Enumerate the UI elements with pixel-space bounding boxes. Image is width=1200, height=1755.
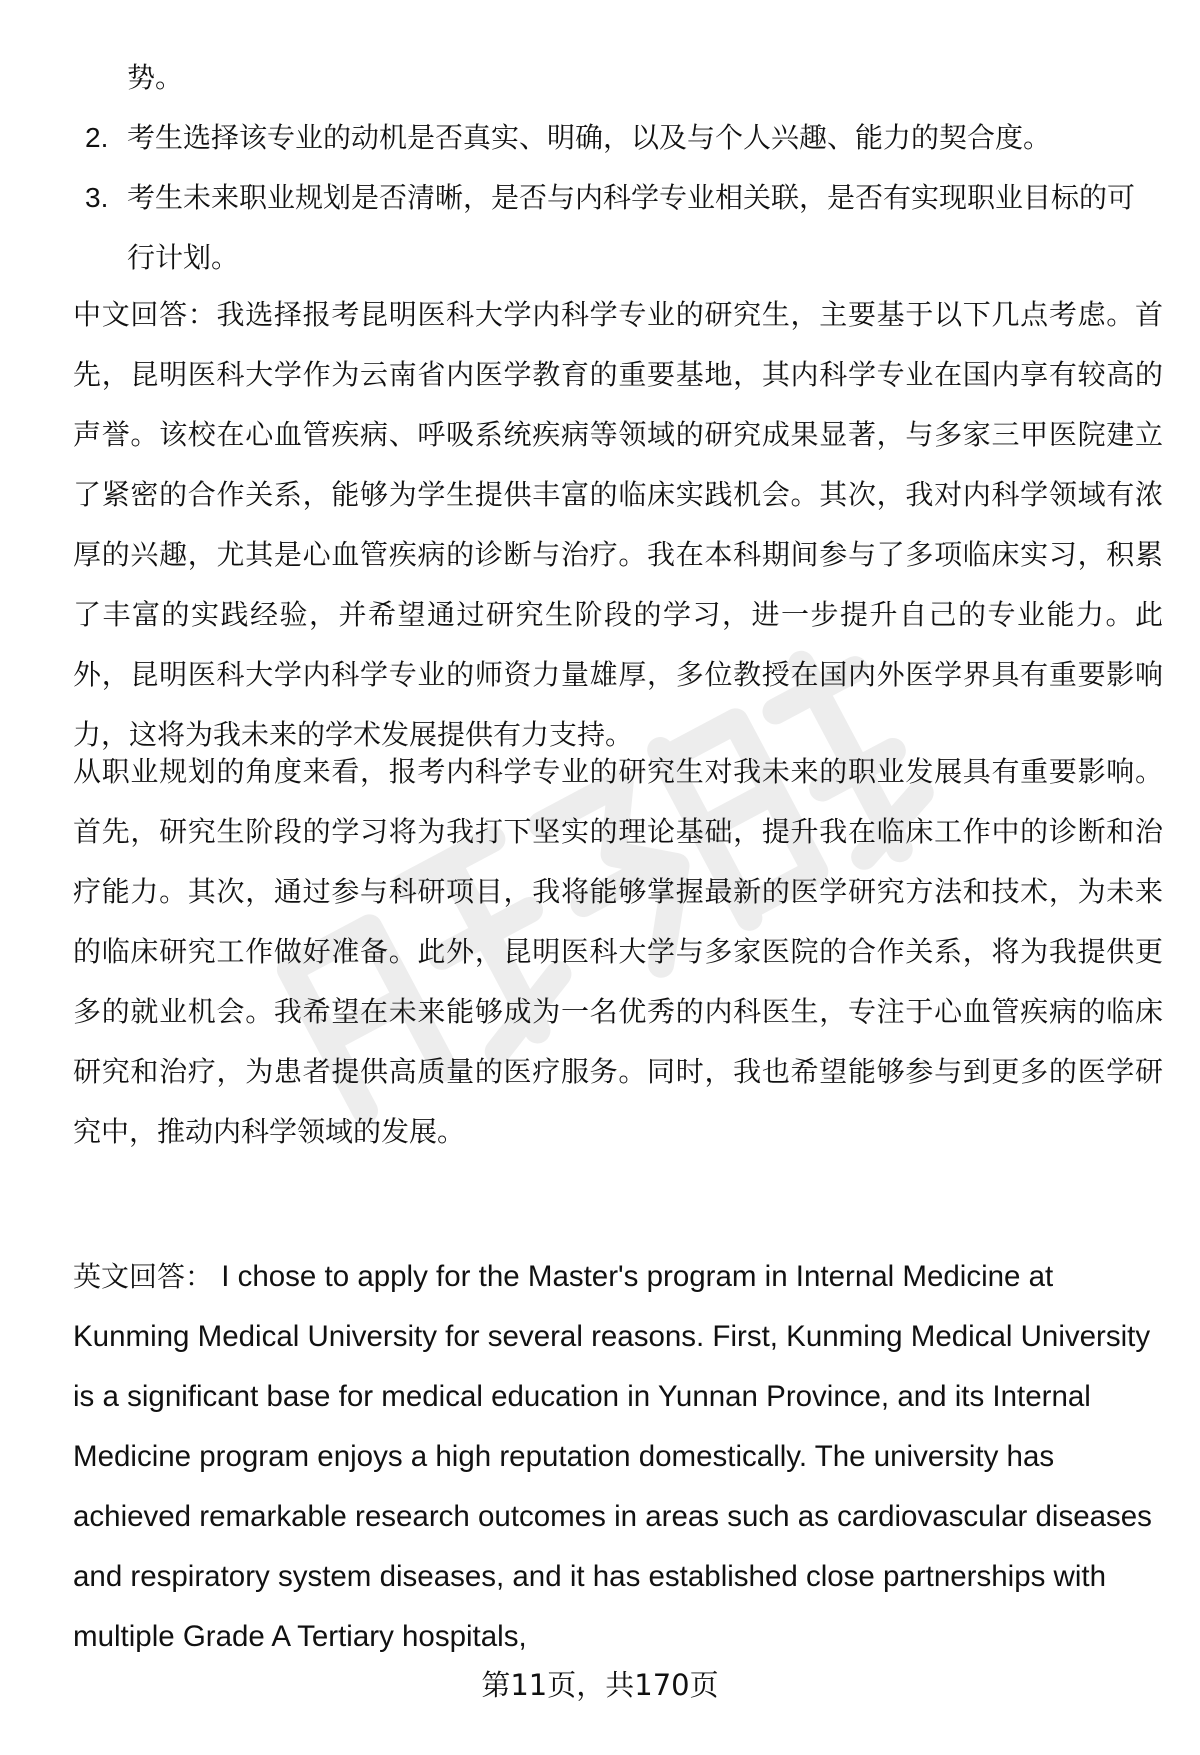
chinese-answer-paragraph-1 [73, 285, 1163, 765]
list-item-text: 考生选择该专业的动机是否真实、明确，以及与个人兴趣、能力的契合度。 [127, 121, 1052, 154]
chinese-answer-text-1: 我选择报考昆明医科大学内科学专业的研究生，主要基于以下几点考虑。首先，昆明医科大学作为云南省内医学教育的重要基地，其内科学专业在国内享有较高的声誉。该校在心血管疾病、呼吸系统疾病等领域的研究成果显著，与多家三甲医院建立了紧密的合作关系，能够为学生提供丰富的临床实践机会。其次，我对内科学领域有浓厚的兴趣，尤其是心血管疾病的诊断与治疗。我在本科期间参与了多项临床实习，积累了丰富的实践经验，并希望通过研究生阶段的学习，进一步提升自己的专业能力。此外，昆明医科大学内科学专业的师资力量雄厚，多位教授在国内外医学界具有重要影响力，这将为我未来的学术发展提供有力支持。 [73, 298, 1163, 751]
chinese-answer-label: 中文回答： [73, 298, 217, 331]
list-item [75, 168, 1160, 288]
list-item [75, 108, 1160, 168]
criteria-list [75, 48, 1160, 288]
english-answer-text: I chose to apply for the Master's program in Internal Medicine at Kunming Medical University for several reasons. First, Kunming Medical University is a significant base for medical education in Yunnan Province, and its Internal Medicine program enjoys a high reputation domestically. The university has achieved remarkable research outcomes in areas such as cardiovascular diseases and respiratory system diseases, and it has established close partnerships with multiple Grade A Tertiary hospitals, [73, 1260, 1152, 1653]
list-item-number: 3. [85, 182, 109, 213]
list-item-text: 考生未来职业规划是否清晰，是否与内科学专业相关联，是否有实现职业目标的可行计划。 [127, 181, 1136, 274]
page-number-footer: 第11页，共170页 [481, 1668, 719, 1702]
english-answer-paragraph [73, 1247, 1163, 1667]
chinese-answer-paragraph-2: 从职业规划的角度来看，报考内科学专业的研究生对我未来的职业发展具有重要影响。首先，研究生阶段的学习将为我打下坚实的理论基础，提升我在临床工作中的诊断和治疗能力。其次，通过参与科研项目，我将能够掌握最新的医学研究方法和技术，为未来的临床研究工作做好准备。此外，昆明医科大学与多家医院的合作关系，将为我提供更多的就业机会。我希望在未来能够成为一名优秀的内科医生，专注于心血管疾病的临床研究和治疗，为患者提供高质量的医疗服务。同时，我也希望能够参与到更多的医学研究中，推动内科学领域的发展。 [73, 755, 1163, 1148]
list-item-number: 2. [85, 122, 109, 153]
list-continuation: 势。 [127, 61, 184, 94]
english-answer-label: 英文回答： [73, 1260, 214, 1293]
